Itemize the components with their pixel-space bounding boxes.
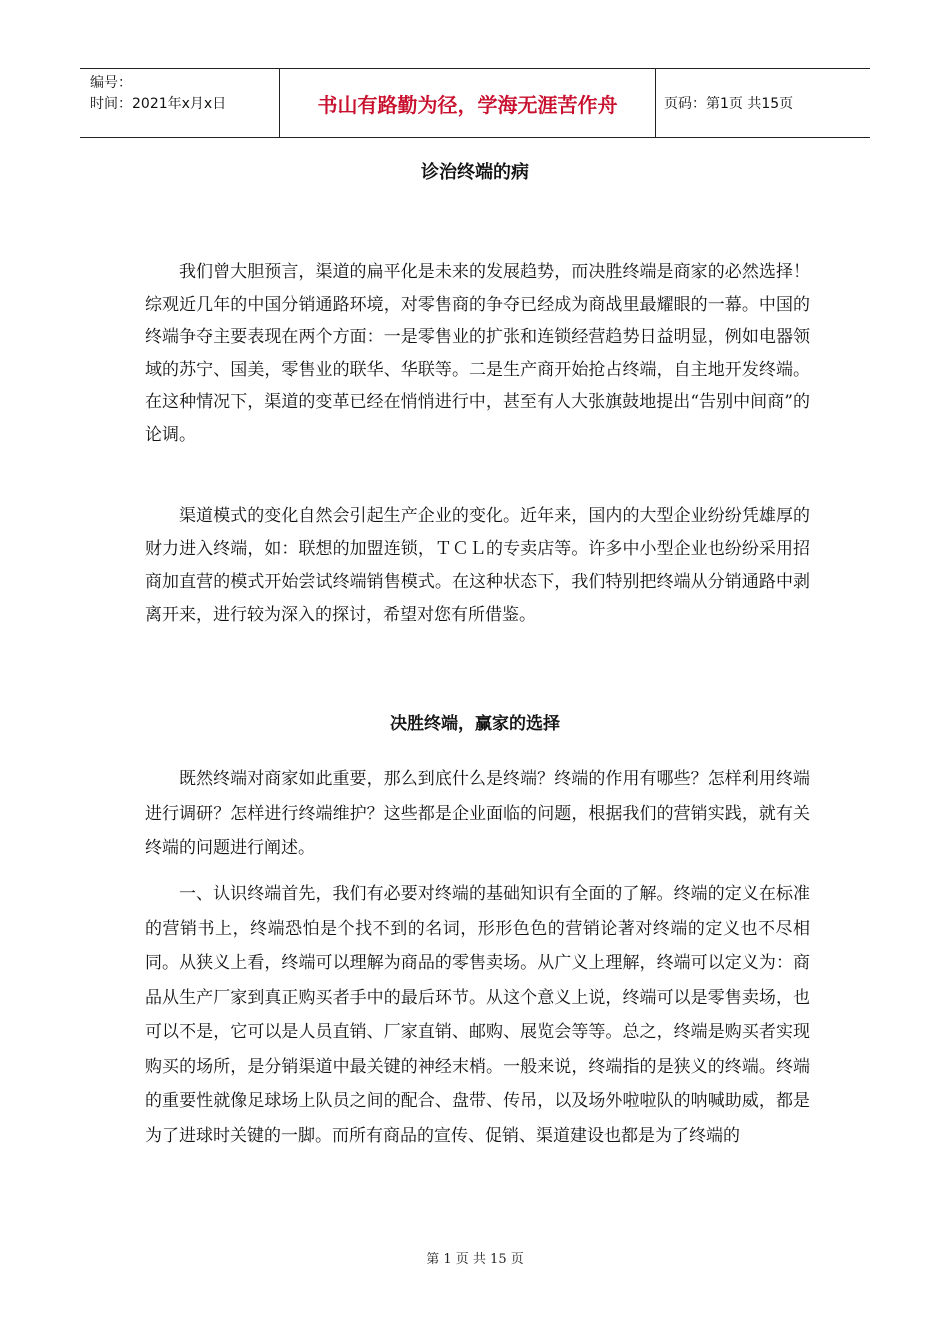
page-header (80, 68, 870, 138)
header-meta (80, 69, 280, 137)
header-page-info: 页码：第1页 共15页 (664, 96, 794, 112)
header-motto: 书山有路勤为径，学海无涯苦作舟 (280, 69, 656, 137)
paragraph-2: 渠道模式的变化自然会引起生产企业的变化。近年来，国内的大型企业纷纷凭雄厚的财力进入终端，如：联想的加盟连锁，ＴＣＬ的专卖店等。许多中小型企业也纷纷采用招商加直营的模式开始尝试终端销售模式。在这种状态下，我们特别把终端从分销通路中剥离开来，进行较为深入的探讨，希望对您有所借鉴。 (145, 506, 810, 625)
doc-date: 时间：2021年x月x日 (90, 96, 227, 112)
section-title: 决胜终端，赢家的选择 (390, 714, 560, 734)
document-title: 诊治终端的病 (421, 162, 529, 183)
section-paragraph-2: 一、认识终端首先，我们有必要对终端的基础知识有全面的了解。终端的定义在标准的营销书上，终端恐怕是个找不到的名词，形形色色的营销论著对终端的定义也不尽相同。从狭义上看，终端可以理解为商品的零售卖场。从广义上理解，终端可以定义为：商品从生产厂家到真正购买者手中的最后环节。从这个意义上说，终端可以是零售卖场，也可以不是，它可以是人员直销、厂家直销、邮购、展览会等等。总之，终端是购买者实现购买的场所，是分销渠道中最关键的神经末梢。一般来说，终端指的是狭义的终端。终端的重要性就像足球场上队员之间的配合、盘带、传吊，以及场外啦啦队的呐喊助威，都是为了进球时关键的一脚。而所有商品的宣传、促销、渠道建设也都是为了终端的 (145, 884, 810, 1146)
page-footer: 第 1 页 共 15 页 (426, 1252, 524, 1267)
section-paragraph-1: 既然终端对商家如此重要，那么到底什么是终端？终端的作用有哪些？怎样利用终端进行调研？怎样进行终端维护？这些都是企业面临的问题，根据我们的营销实践，就有关终端的问题进行阐述。 (145, 769, 810, 858)
doc-number-label: 编号： (90, 75, 132, 91)
paragraph-1: 我们曾大胆预言，渠道的扁平化是未来的发展趋势，而决胜终端是商家的必然选择！综观近几年的中国分销通路环境，对零售商的争夺已经成为商战里最耀眼的一幕。中国的终端争夺主要表现在两个方面：一是零售业的扩张和连锁经营趋势日益明显，例如电器领域的苏宁、国美，零售业的联华、华联等。二是生产商开始抢占终端，自主地开发终端。在这种情况下，渠道的变革已经在悄悄进行中，甚至有人大张旗鼓地提出“告别中间商”的论调。 (145, 262, 810, 445)
